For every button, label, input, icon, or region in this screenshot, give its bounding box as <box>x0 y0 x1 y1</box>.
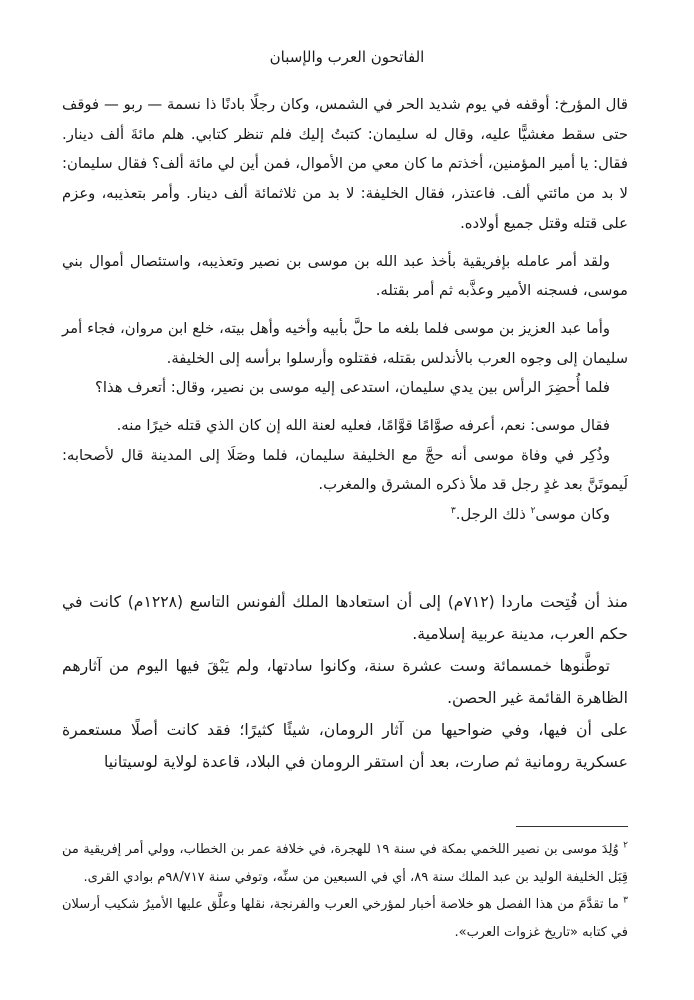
paragraph: توطَّنوها خمسمائة وست عشرة سنة، وكانوا سادتها، ولم يَبْقَ فيها اليوم من آثارهم الظاهرة القائمة غير الحصن. <box>62 657 628 707</box>
footnotes <box>62 836 628 946</box>
paragraph: على أن فيها، وفي ضواحيها من آثار الرومان، شيئًا كثيرًا؛ فقد كانت أصلًا مستعمرة عسكرية رومانية ثم صارت، بعد أن استقر الرومان في البلاد، قاعدة لولاية لوسيتانيا <box>62 721 628 771</box>
paragraph: وأما عبد العزيز بن موسى فلما بلغه ما حلَّ بأبيه وأخيه وأهل بيته، خلع ابن مروان، فجاء أمر سليمان إلى وجوه العرب بالأندلس بقتله، فقتلوه وأرسلوا برأسه إلى الخليفة. <box>62 319 628 367</box>
footnote-divider <box>516 826 628 827</box>
paragraph: وذُكِر في وفاة موسى أنه حجَّ مع الخليفة سليمان، فلما وصَلَا إلى المدينة قال لأصحابه: لَيموتَنَّ بعد غدٍ رجل قد ملأ ذكره المشرق والمغرب. <box>62 446 628 494</box>
closing-line <box>62 500 628 530</box>
paragraph: فقال موسى: نعم، أعرفه صوَّامًا قوَّامًا، فعليه لعنة الله إن كان الذي قتله خيرًا منه. <box>116 417 610 435</box>
paragraph: ولقد أمر عامله بإفريقية بأخذ عبد الله بن موسى بن نصير وتعذيبه، واستئصال أموال بني موسى، فسجنه الأمير وعذَّبه ثم أمر بقتله. <box>62 252 628 300</box>
footnote-ref-2[interactable]: ٢ <box>530 506 536 517</box>
footnote-number: ٣ <box>623 895 628 906</box>
footnote-number: ٢ <box>623 840 628 851</box>
paragraph: منذ أن فُتِحت ماردا (٧١٢م) إلى أن استعادها الملك ألفونس التاسع (١٢٢٨م) كانت في حكم العرب، مدينة عربية إسلامية. <box>62 593 628 643</box>
footnote-2 <box>62 836 628 891</box>
running-head: الفاتحون العرب والإسبان <box>269 48 425 66</box>
main-text <box>62 90 628 530</box>
footnote-text: وُلِدَ موسى بن نصير اللخمي بمكة في سنة ١٩ للهجرة، في خلافة عمر بن الخطاب، وولي أمر إفريقية من قِبَل الخليفة الوليد بن عبد الملك سنة ٨٩، أي في السبعين من سنِّه، وتوفي سنة ٩٨/٧١٧م بوادي القرى. <box>62 842 628 885</box>
closing-text-end: ذلك الرجل. <box>455 506 531 524</box>
closing-text-start: وكان موسى <box>535 506 610 524</box>
paragraph: فلما أُحضِرَ الرأس بين يدي سليمان، استدعى إليه موسى بن نصير، وقال: أتعرف هذا؟ <box>94 379 610 397</box>
paragraph: قال المؤرخ: أوقفه في يوم شديد الحر في الشمس، وكان رجلًا بادنًا ذا نسمة — ربو — فوقف حتى سقط مغشيًّا عليه، وقال له سليمان: كتبتُ إليك فلم تنظر كتابي. هلم مائةَ ألف دينار. فقال: يا أمير المؤمنين، أخذتم ما كان معي من الأموال، فمن أين لي مائة ألف؟ فقال سليمان: لا بد من مائتي ألف. فاعتذر، فقال الخليفة: لا بد من ثلاثمائة ألف دينار. وأمر بتعذيبه، وعزم على قتله وقتل جميع أولاده. <box>62 96 628 232</box>
footnote-3 <box>62 891 628 946</box>
section-marida <box>62 586 628 778</box>
footnote-text: ما تقدَّمَ من هذا الفصل هو خلاصة أخبار لمؤرخي العرب والفرنجة، نقلها وعلَّق عليها الأميرُ شكيب أرسلان في كتابه «تاريخ غزوات العرب». <box>62 897 628 940</box>
footnote-ref-3[interactable]: ٣ <box>450 506 456 517</box>
